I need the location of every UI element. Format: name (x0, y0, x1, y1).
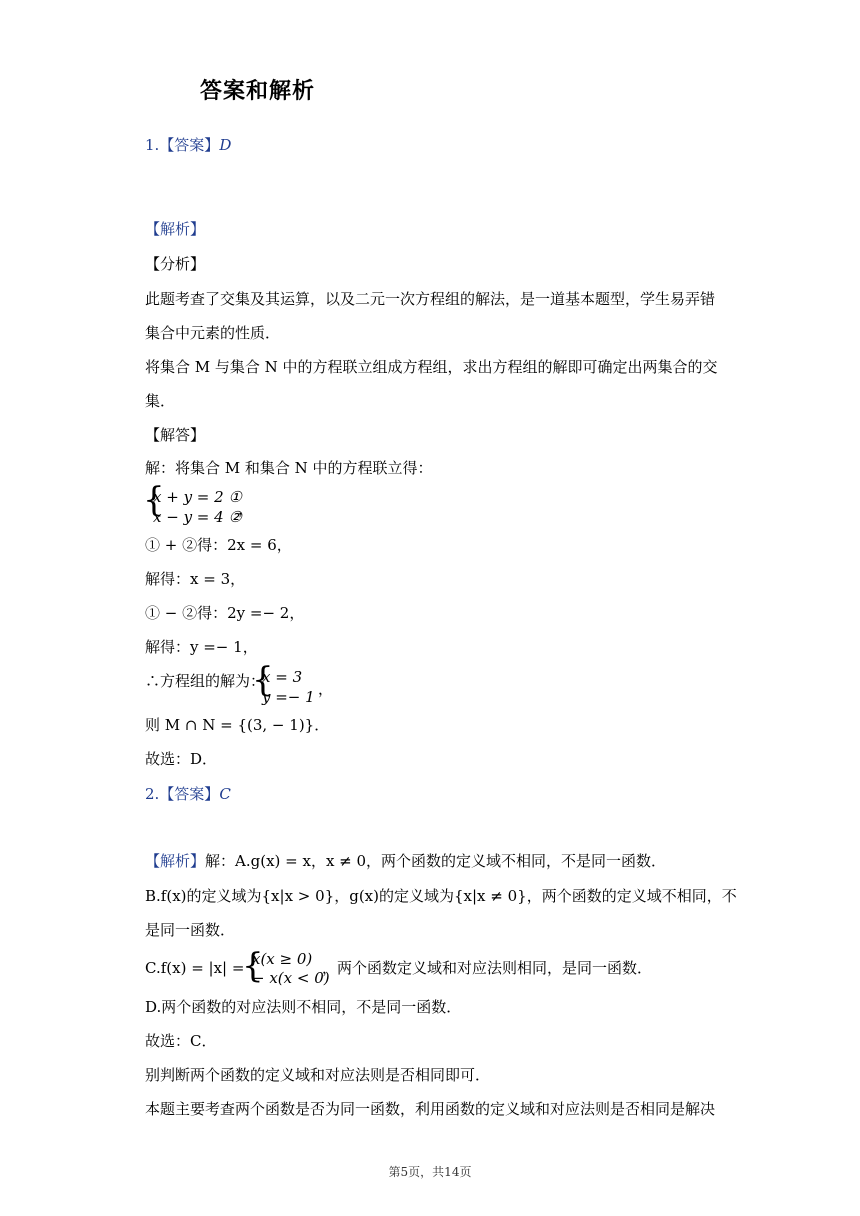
q2-line-5: D.两个函数的对应法则不相同，不是同一函数． (145, 998, 462, 1016)
q1-step-4: ① − ②得：2y =− 2， (145, 604, 305, 622)
q1-fenxi-p3: 将集合 M 与集合 N 中的方程联立组成方程组，求出方程组的解即可确定出两集合的交 (145, 358, 718, 376)
q2-answer-line (145, 784, 231, 804)
q1-system-brace: { (143, 480, 165, 520)
q1-fenxi-p4: 集． (145, 392, 176, 410)
q1-answer-label: 1.【答案】 (145, 136, 220, 154)
q1-fenxi-label: 【分析】 (145, 255, 206, 273)
q2-answer-label: 2.【答案】 (145, 785, 220, 803)
q1-step-3: 解得：x = 3， (145, 570, 246, 588)
page-footer: 第5页，共14页 (388, 1165, 472, 1179)
q2-line-8: 本题主要考查两个函数是否为同一函数，利用函数的定义域和对应法则是否相同是解决 (145, 1100, 716, 1118)
q1-equation-1: x + y = 2 ① (153, 488, 242, 506)
q1-answer-value: D (219, 136, 232, 154)
q1-step-8: 故选：D． (145, 750, 218, 768)
q1-solution-1: x = 3 (262, 668, 303, 686)
q1-step-2: ① + ②得：2x = 6， (145, 536, 292, 554)
q2-jiexi-label: 【解析】 (145, 852, 206, 870)
q1-jiexi-label: 【解析】 (145, 220, 206, 238)
q2-line-7: 别判断两个函数的定义域和对应法则是否相同即可． (145, 1066, 491, 1084)
q1-fenxi-p2: 集合中元素的性质． (145, 324, 281, 342)
q1-answer-line (145, 135, 231, 155)
q1-step-5: 解得：y =− 1， (145, 638, 258, 656)
q1-solution-2: y =− 1 (262, 688, 315, 706)
q2-line-4-suffix: ，两个函数定义域和对应法则相同，是同一函数． (322, 959, 653, 977)
q1-solution-comma: ， (318, 680, 334, 698)
q1-equation-comma: ， (238, 500, 254, 518)
q1-step-1: 解：将集合 M 和集合 N 中的方程联立得： (145, 459, 433, 477)
q2-line-1 (145, 851, 666, 871)
q1-jieda-label: 【解答】 (145, 426, 206, 444)
page-title: 答案和解析 (200, 79, 316, 104)
q2-line-6: 故选：C． (145, 1032, 217, 1050)
q2-line-3: 是同一函数． (145, 921, 236, 939)
q2-line-2: B.f(x)的定义域为{x|x > 0}，g(x)的定义域为{x|x ≠ 0}，两个函数的定义域不相同，不 (145, 887, 737, 905)
q2-case-2: − x(x < 0) (252, 969, 330, 987)
q1-step-7: 则 M ∩ N = {(3, − 1)}． (145, 716, 330, 734)
q1-equation-2: x − y = 4 ② (153, 508, 242, 526)
q1-fenxi-p1: 此题考查了交集及其运算，以及二元一次方程组的解法，是一道基本题型，学生易弄错 (145, 290, 716, 308)
q1-step-6: ∴方程组的解为： (145, 672, 266, 690)
q2-piecewise-brace: { (242, 946, 264, 986)
q2-answer-value: C (219, 785, 231, 803)
q2-case-1: x(x ≥ 0) (252, 950, 313, 968)
q2-line-1-text: 解：A.g(x) = x，x ≠ 0，两个函数的定义域不相同，不是同一函数． (205, 852, 667, 870)
q1-solution-brace: { (252, 660, 274, 700)
q2-line-4-prefix: C.f(x) = |x| = (145, 959, 245, 977)
